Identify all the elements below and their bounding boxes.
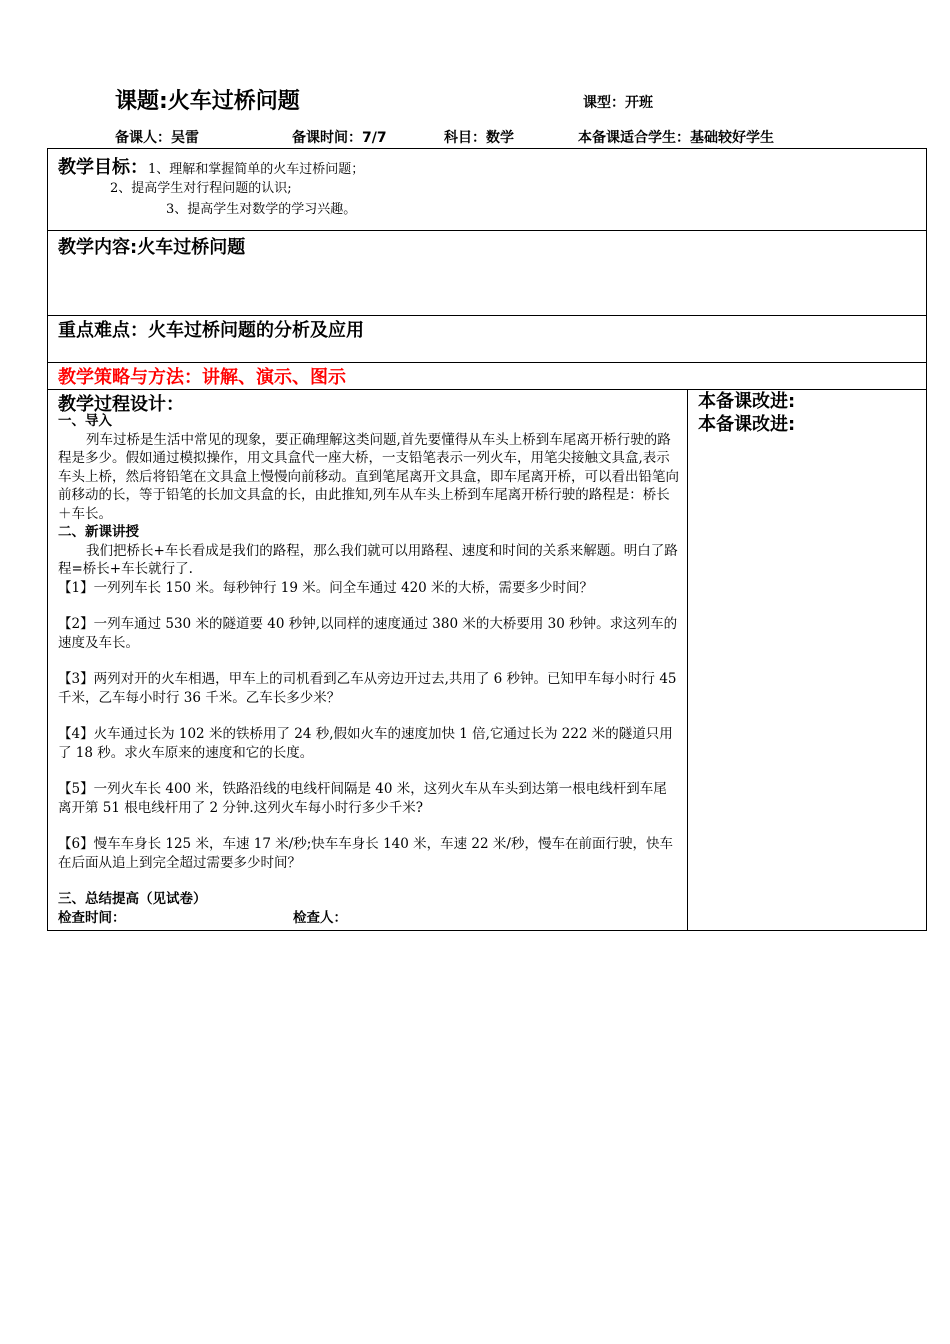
goals-box <box>47 148 927 231</box>
section-1-body: 列车过桥是生活中常见的现象，要正确理解这类问题,首先要懂得从车头上桥到车尾离开桥行驶的路程是多少。假如通过模拟操作，用文具盒代一座大桥，一支铅笔表示一列火车，用笔尖接触文具盒,表示车头上桥，然后将铅笔在文具盒上慢慢向前移动。直到笔尾离开文具盒，即车尾离开桥，可以看出铅笔向前移动的长，等于铅笔的长加文具盒的长，由此推知,列车从车头上桥到车尾离开桥行驶的路程是：桥长＋车长。 <box>58 431 679 522</box>
section-3-title: 三、总结提高（见试卷） <box>58 891 207 907</box>
question-2: 【2】一列车通过 530 米的隧道要 40 秒钟,以同样的速度通过 380 米的大桥要用 30 秒钟。求这列车的速度及车长。 <box>58 616 678 651</box>
prep-time: 备课时间：7/7 <box>292 130 387 146</box>
question-5: 【5】一列火车长 400 米，铁路沿线的电线杆间隔是 40 米，这列火车从车头到达第一根电线杆到车尾离开第 51 根电线杆用了 2 分钟.这列火车每小时行多少千米? <box>58 781 667 816</box>
content-box <box>47 230 927 316</box>
key-points-box <box>47 315 927 363</box>
strategy-text: 教学策略与方法：讲解、演示、图示 <box>58 367 346 388</box>
key-points-text: 重点难点：火车过桥问题的分析及应用 <box>58 320 364 341</box>
lesson-title: 课题:火车过桥问题 <box>115 89 300 114</box>
strategy-box <box>47 362 927 390</box>
preparer: 备课人：吴雷 <box>115 130 199 146</box>
improve-box <box>687 389 927 931</box>
improve-line-1: 本备课改进: <box>698 391 796 412</box>
goal-item-2: 2、提高学生对行程问题的认识; <box>110 181 292 196</box>
goals-label: 教学目标： <box>58 157 148 178</box>
question-4: 【4】火车通过长为 102 米的铁桥用了 24 秒,假如火车的速度加快 1 倍,它通过长为 222 米的隧道只用了 18 秒。求火车原来的速度和它的长度。 <box>58 726 673 761</box>
check-time: 检查时间： <box>58 909 126 926</box>
section-1-title: 一、导入 <box>58 413 112 429</box>
course-type: 课型：开班 <box>583 95 653 111</box>
improve-line-2: 本备课改进: <box>698 414 796 435</box>
content-text: 教学内容:火车过桥问题 <box>58 237 246 258</box>
section-2-title: 二、新课讲授 <box>58 524 139 540</box>
question-3: 【3】两列对开的火车相遇，甲车上的司机看到乙车从旁边开过去,共用了 6 秒钟。已知甲车每小时行 45 千米，乙车每小时行 36 千米。乙车长多少米？ <box>58 671 677 706</box>
question-6: 【6】慢车车身长 125 米，车速 17 米/秒;快车车身长 140 米，车速 22 米/秒，慢车在前面行驶，快车在后面从追上到完全超过需要多少时间？ <box>58 836 673 871</box>
section-2-body: 我们把桥长+车长看成是我们的路程，那么我们就可以用路程、速度和时间的关系来解题。明白了路程=桥长+车长就行了. <box>58 542 678 577</box>
goal-item-1: 1、理解和掌握简单的火车过桥问题； <box>148 162 365 177</box>
subject: 科目：数学 <box>444 130 514 146</box>
goal-item-3: 3、提高学生对数学的学习兴趣。 <box>166 202 357 217</box>
question-1: 【1】一列列车长 150 米。每秒钟行 19 米。问全车通过 420 米的大桥，需要多少时间？ <box>58 579 594 596</box>
process-heading: 教学过程设计： <box>58 394 184 415</box>
suitable-students: 本备课适合学生：基础较好学生 <box>578 130 774 146</box>
process-box <box>47 389 688 931</box>
checker: 检查人： <box>293 909 347 926</box>
